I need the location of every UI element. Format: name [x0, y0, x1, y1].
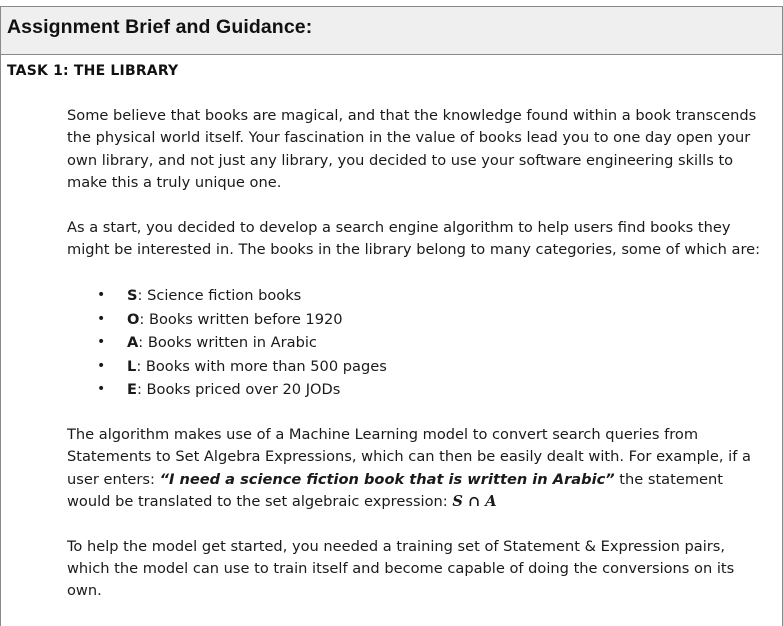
bullet-icon: • [97, 357, 106, 374]
category-desc: : Books priced over 20 JODs [136, 381, 341, 399]
list-item [67, 378, 767, 402]
list-item [67, 355, 767, 379]
category-list [67, 284, 767, 402]
algorithm-text-start: The algorithm makes use of a Machine Learning model to convert search queries from Statements to Set Algebra Expressions, which can then be easily dealt with. For example, if a user enters: [67, 425, 751, 488]
category-desc: : Science fiction books [137, 287, 302, 305]
category-key: O [127, 310, 140, 328]
search-engine-paragraph: As a start, you decided to develop a search engine algorithm to help users find books they might be interested in. The books in the library belong to many categories, some of which are: [67, 218, 761, 259]
assignment-frame [0, 6, 783, 626]
bullet-icon: • [97, 334, 106, 351]
category-key: E [127, 381, 137, 399]
intro-paragraph: Some believe that books are magical, and that the knowledge found within a book transcends the physical world itself. Your fascination in the value of books lead you to one day open your own library, and not just any library, you decided to use your software engineering skills to make this a truly unique one. [67, 107, 757, 192]
category-key: A [127, 334, 139, 352]
training-paragraph: To help the model get started, you needed a training set of Statement & Expression pairs, which the model can use to train itself and become capable of doing the conversions on its own. [67, 537, 735, 600]
category-key: S [127, 287, 138, 305]
bullet-icon: • [97, 381, 106, 398]
list-item [67, 331, 767, 355]
list-item [67, 284, 767, 308]
set-expression: S ∩ A [452, 493, 497, 511]
algorithm-paragraph [67, 424, 767, 514]
bullet-icon: • [97, 310, 106, 327]
list-item [67, 308, 767, 332]
bullet-icon: • [97, 287, 106, 304]
category-desc: : Books written in Arabic [138, 334, 317, 352]
page-title: Assignment Brief and Guidance: [7, 16, 313, 38]
algorithm-text-middle: the statement would be translated to the set algebraic expression: [67, 470, 723, 511]
example-query: “I need a science fiction book that is written in Arabic” [159, 470, 615, 488]
category-desc: : Books written before 1920 [139, 310, 343, 328]
content-body [67, 105, 767, 603]
category-key: L [127, 357, 137, 375]
category-desc: : Books with more than 500 pages [136, 357, 387, 375]
task-title: TASK 1: THE LIBRARY [7, 63, 179, 79]
header-bar [1, 7, 782, 55]
